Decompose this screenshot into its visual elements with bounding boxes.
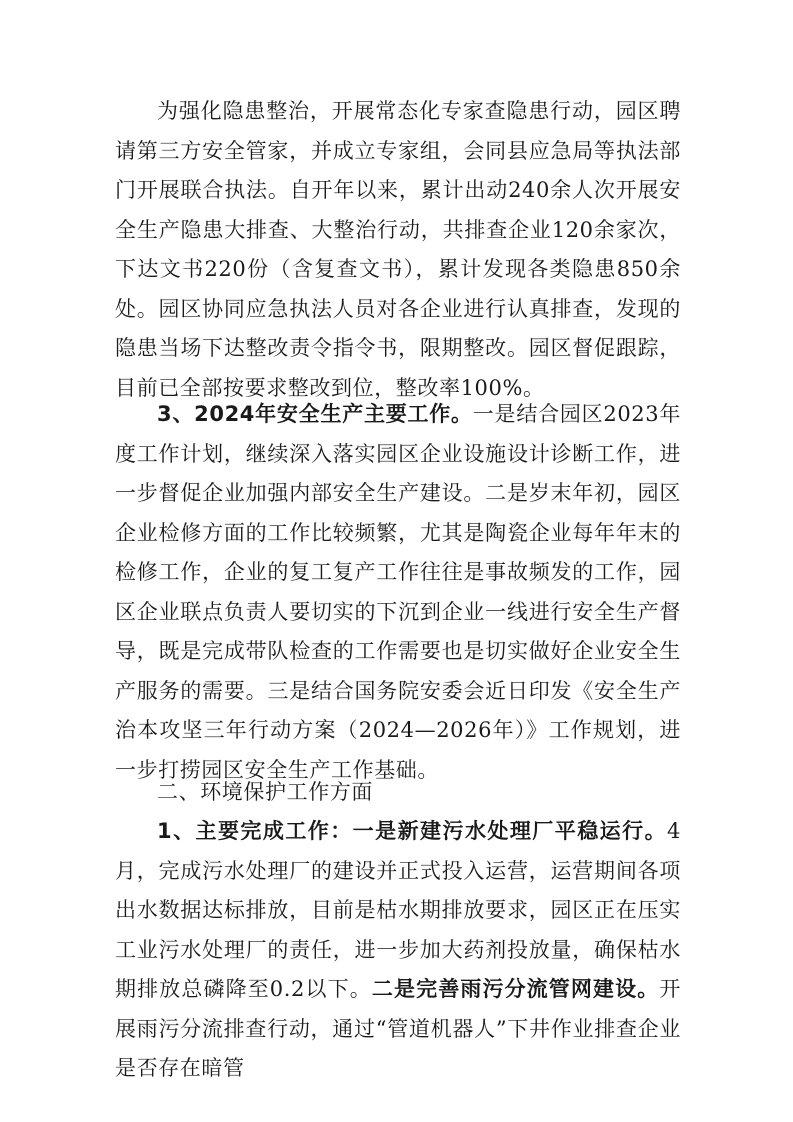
paragraph-body: 一是结合园区2023年度工作计划，继续深入落实园区企业设施设计诊断工作，进一步督促企业加强内部安全生产建设。二是岁末年初，园区企业检修方面的工作比较频繁，尤其是陶瓷企业每年年末的检修工作，企业的复工复产工作往往是事故频发的工作，园区企业联点负责人要切实的下沉到企业一线进行安全生产督导，既是完成带队检查的工作需要也是切实做好企业安全生产服务的需要。三是结合国务院安委会近日印发《安全生产治本攻坚三年行动方案（2024—2026年）》工作规划，进一步打捞园区安全生产工作基础。 [115,402,681,782]
paragraph-heading: 3、2024年安全生产主要工作。 [157,402,473,426]
paragraph-hazard-rectification: 为强化隐患整治，开展常态化专家查隐患行动，园区聘请第三方安全管家，并成立专家组，会同县应急局等执法部门开展联合执法。自开年以来，累计出动240余人次开展安全生产隐患大排查、大整治行动，共排查企业120余家次，下达文书220份（含复查文书），累计发现各类隐患850余处。园区协同应急执法人员对各企业进行认真排查，发现的隐患当场下达整改责令指令书，限期整改。园区督促跟踪，目前已全部按要求整改到位，整改率100%。 [115,99,681,400]
paragraph-body: 4月，完成污水处理厂的建设并正式投入运营，运营期间各项出水数据达标排放，目前是枯水期排放要求，园区正在压实工业污水处理厂的责任，进一步加大药剂投放量，确保枯水期排放总磷降至0.2以下。 [115,819,681,1001]
paragraph-environment-work [115,812,681,1089]
paragraph-2024-safety-work [115,395,681,790]
paragraph-subheading: 二是完善雨污分流管网建设。 [371,977,660,1001]
paragraph-body: 开展雨污分流排查行动，通过“管道机器人”下井作业排查企业是否存在暗管 [115,977,681,1080]
section-title-environment: 二、环境保护工作方面 [157,780,373,804]
paragraph-heading: 1、主要完成工作：一是新建污水处理厂平稳运行。 [157,819,668,843]
